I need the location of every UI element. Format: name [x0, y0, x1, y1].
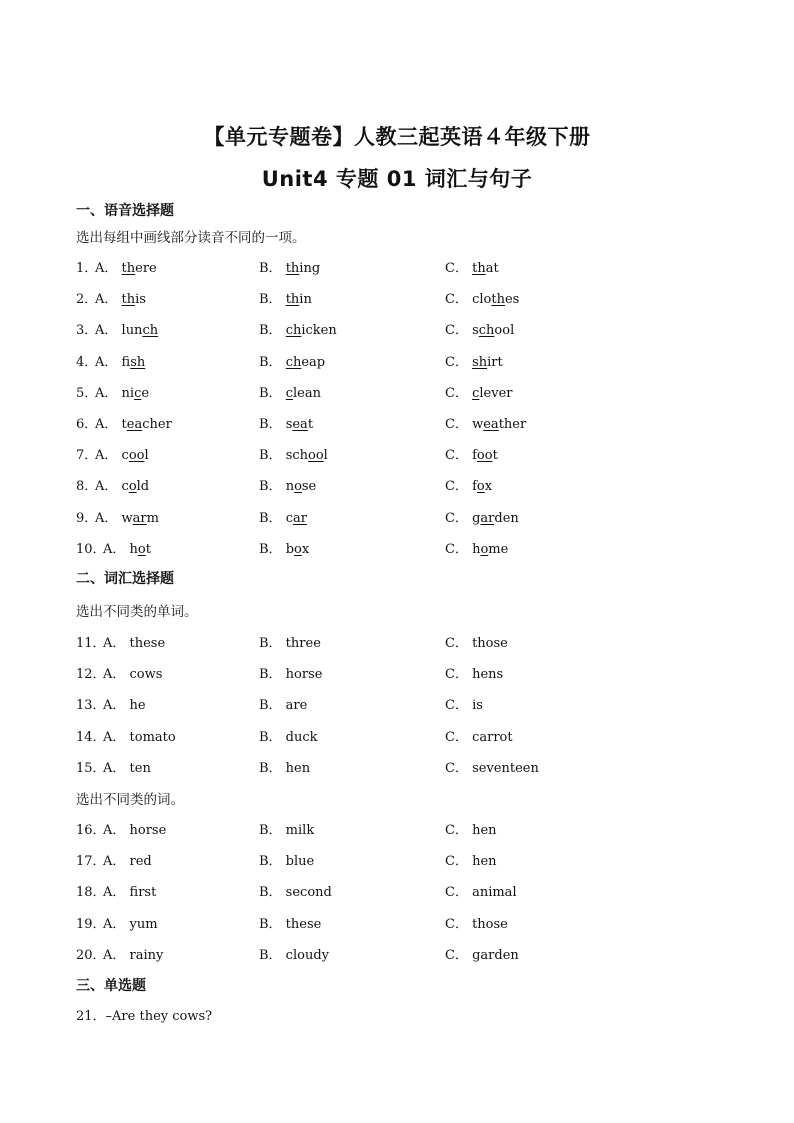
option-word: box — [285, 541, 310, 557]
option-word: that — [472, 261, 499, 276]
option-label: B． — [259, 541, 286, 557]
option-b[interactable]: B． hen — [259, 760, 311, 776]
option-label: B． — [259, 354, 286, 370]
option-c[interactable]: C． garden — [445, 947, 519, 963]
option-a[interactable]: A． horse — [103, 823, 167, 838]
option-word: cheap — [285, 354, 326, 370]
option-a[interactable] — [95, 444, 149, 463]
option-word: school — [472, 323, 515, 339]
underlined-part: ar — [132, 510, 147, 526]
option-a[interactable] — [95, 351, 145, 370]
option-label: C． — [445, 261, 473, 276]
option-b[interactable] — [259, 507, 307, 526]
option-label: B． — [259, 261, 286, 276]
underlined-part: o — [480, 541, 489, 557]
underlined-part: o — [128, 479, 137, 495]
option-word: warm — [121, 510, 159, 526]
option-label: C． — [445, 479, 473, 495]
underlined-part: ea — [483, 417, 499, 432]
option-b[interactable] — [259, 444, 328, 463]
option-label: C． — [445, 417, 473, 432]
option-c[interactable] — [445, 257, 499, 276]
option-c[interactable] — [445, 413, 526, 432]
option-a[interactable]: A． red — [103, 854, 152, 870]
option-c[interactable]: C． those — [445, 636, 508, 651]
option-word: clean — [285, 385, 321, 401]
option-label: A． — [95, 261, 122, 276]
option-label: C． — [445, 448, 473, 464]
underlined-part: oo — [476, 448, 493, 464]
underlined-part: ch — [142, 323, 159, 339]
option-label: B． — [259, 292, 286, 308]
question-row — [76, 538, 736, 558]
underlined-part: sh — [130, 354, 146, 370]
option-word: shirt — [472, 354, 503, 370]
option-a[interactable]: A． yum — [103, 916, 158, 932]
option-b[interactable] — [259, 257, 320, 276]
option-b[interactable]: B． cloudy — [259, 947, 329, 963]
option-word: fish — [121, 354, 146, 370]
section-instruction-vocab-1: 选出不同类的单词。 — [76, 604, 198, 620]
option-word: fox — [472, 479, 493, 495]
option-a[interactable] — [95, 257, 157, 276]
option-label: C． — [445, 510, 473, 526]
option-b[interactable] — [259, 351, 325, 370]
option-b[interactable] — [259, 475, 316, 494]
question-row — [76, 351, 736, 371]
option-label: B． — [259, 385, 286, 401]
option-c[interactable]: C． animal — [445, 885, 517, 901]
option-c[interactable] — [445, 538, 508, 557]
option-a[interactable] — [95, 475, 149, 494]
option-word: seat — [285, 417, 314, 432]
option-word: clothes — [472, 292, 520, 308]
option-word: this — [121, 292, 146, 308]
option-label: A． — [95, 479, 122, 495]
option-label: C． — [445, 323, 473, 339]
option-a[interactable] — [103, 538, 151, 557]
option-label: B． — [259, 479, 286, 495]
option-b[interactable] — [259, 538, 309, 557]
underlined-part: th — [285, 261, 300, 276]
question-row — [76, 850, 736, 870]
option-c[interactable] — [445, 319, 514, 338]
underlined-part: o — [137, 541, 146, 557]
option-word: chicken — [285, 323, 337, 339]
option-c[interactable] — [445, 475, 492, 494]
question-row — [76, 319, 736, 339]
question-number: 17． — [76, 854, 106, 870]
underlined-part: o — [476, 479, 485, 495]
page-title: 【单元专题卷】人教三起英语４年级下册 — [203, 125, 591, 149]
option-b[interactable]: B． milk — [259, 823, 315, 838]
option-c[interactable] — [445, 288, 519, 307]
underlined-part: c — [285, 385, 293, 401]
option-label: C． — [445, 541, 473, 557]
question-number: 14． — [76, 729, 106, 745]
section-heading-single-choice: 三、单选题 — [76, 978, 146, 994]
question-row — [76, 726, 736, 746]
question-row — [76, 288, 736, 308]
option-label: C． — [445, 292, 473, 308]
option-word: cool — [121, 448, 149, 464]
option-b[interactable]: B． these — [259, 916, 322, 932]
section-heading-vocab: 二、词汇选择题 — [76, 571, 174, 587]
option-word: car — [285, 510, 307, 526]
underlined-part: ea — [292, 417, 308, 432]
option-label: A． — [95, 292, 122, 308]
underlined-part: th — [121, 292, 136, 308]
question-number: 20． — [76, 947, 106, 963]
option-word: teacher — [121, 417, 172, 432]
question-number: 5． — [76, 385, 98, 401]
option-c[interactable]: C． is — [445, 698, 483, 714]
question-number: 13． — [76, 698, 106, 714]
option-a[interactable] — [95, 413, 172, 432]
question-number: 3． — [76, 323, 98, 339]
option-label: A． — [95, 417, 122, 432]
question-row — [76, 881, 736, 901]
underlined-part: th — [285, 292, 300, 308]
question-row — [76, 632, 736, 652]
option-a[interactable]: A． rainy — [103, 947, 164, 963]
question-21: 21．–Are they cows? — [76, 1009, 213, 1024]
option-label: B． — [259, 323, 286, 339]
option-b[interactable]: B． second — [259, 885, 332, 901]
option-b[interactable] — [259, 413, 313, 432]
option-a[interactable] — [95, 382, 149, 401]
option-b[interactable]: B． blue — [259, 854, 315, 870]
underlined-part: ar — [480, 510, 495, 526]
question-row — [76, 663, 736, 683]
option-label: B． — [259, 510, 286, 526]
option-b[interactable]: B． horse — [259, 667, 323, 683]
option-a[interactable] — [95, 319, 158, 338]
underlined-part: th — [491, 292, 505, 308]
option-a[interactable]: A． cows — [103, 667, 163, 683]
option-word: lunch — [121, 323, 159, 339]
question-number: 7． — [76, 448, 98, 464]
underlined-part: ch — [285, 354, 302, 370]
option-c[interactable] — [445, 382, 512, 401]
option-label: B． — [259, 448, 286, 464]
option-word: thin — [285, 292, 312, 308]
question-number: 16． — [76, 823, 106, 838]
option-a[interactable]: A． he — [103, 698, 146, 714]
option-word: nice — [121, 385, 150, 401]
section-instruction-phonics: 选出每组中画线部分读音不同的一项。 — [76, 230, 306, 246]
option-label: B． — [259, 417, 286, 432]
question-number: 10． — [76, 541, 106, 557]
option-b[interactable]: B． are — [259, 698, 308, 714]
option-c[interactable]: C． hen — [445, 823, 497, 838]
page-subtitle: Unit4 专题 01 词汇与句子 — [261, 167, 533, 191]
option-c[interactable]: C． hen — [445, 854, 497, 870]
question-number: 8． — [76, 479, 98, 495]
option-label: A． — [95, 354, 122, 370]
option-c[interactable] — [445, 444, 498, 463]
underlined-part: o — [294, 541, 302, 557]
option-label: C． — [445, 385, 473, 401]
option-c[interactable]: C． carrot — [445, 729, 513, 745]
option-word: thing — [285, 261, 321, 276]
option-word: foot — [472, 448, 498, 464]
question-number: 6． — [76, 417, 98, 432]
option-label: C． — [445, 354, 473, 370]
option-b[interactable]: B． three — [259, 636, 321, 651]
question-number: 18． — [76, 885, 106, 901]
option-a[interactable]: A． ten — [103, 760, 151, 776]
underlined-part: th — [472, 261, 486, 276]
option-a[interactable] — [95, 288, 146, 307]
option-label: A． — [95, 385, 122, 401]
option-a[interactable] — [95, 507, 159, 526]
underlined-part: c — [134, 385, 142, 401]
underlined-part: sh — [472, 354, 488, 370]
underlined-part: ch — [478, 323, 495, 339]
option-b[interactable] — [259, 319, 337, 338]
question-row — [76, 913, 736, 933]
question-row — [76, 694, 736, 714]
question-row — [76, 819, 736, 839]
question-number: 1． — [76, 261, 98, 276]
question-row — [76, 757, 736, 777]
question-number: 15． — [76, 760, 106, 776]
question-row — [76, 507, 736, 527]
underlined-part: o — [294, 479, 302, 495]
question-row — [76, 382, 736, 402]
question-row — [76, 413, 736, 433]
option-c[interactable]: C． hens — [445, 667, 504, 683]
option-a[interactable]: A． these — [103, 636, 166, 651]
option-word: weather — [472, 417, 527, 432]
question-number: 12． — [76, 667, 106, 683]
option-word: school — [285, 448, 328, 464]
question-row — [76, 944, 736, 964]
underlined-part: oo — [128, 448, 145, 464]
underlined-part: oo — [308, 448, 324, 464]
option-b[interactable] — [259, 382, 321, 401]
underlined-part: ar — [292, 510, 307, 526]
option-word: home — [472, 541, 509, 557]
option-c[interactable] — [445, 351, 503, 370]
question-number: 4． — [76, 354, 98, 370]
question-number: 9． — [76, 510, 98, 526]
question-row — [76, 475, 736, 495]
option-c[interactable]: C． those — [445, 916, 508, 932]
option-word: garden — [472, 510, 519, 526]
option-b[interactable] — [259, 288, 312, 307]
option-c[interactable] — [445, 507, 519, 526]
section-instruction-vocab-2: 选出不同类的词。 — [76, 792, 184, 808]
question-row — [76, 444, 736, 464]
underlined-part: ch — [285, 323, 302, 339]
option-word: cold — [121, 479, 150, 495]
question-number: 19． — [76, 916, 106, 932]
underlined-part: ea — [126, 417, 143, 432]
option-label: A． — [95, 510, 122, 526]
option-a[interactable]: A． tomato — [103, 729, 176, 745]
question-number: 11． — [76, 636, 106, 651]
option-label: A． — [103, 541, 130, 557]
underlined-part: c — [472, 385, 480, 401]
option-b[interactable]: B． duck — [259, 729, 318, 745]
option-label: A． — [95, 448, 122, 464]
section-heading-phonics: 一、语音选择题 — [76, 203, 174, 219]
option-a[interactable]: A． first — [103, 885, 157, 901]
question-number: 2． — [76, 292, 98, 308]
option-label: A． — [95, 323, 122, 339]
option-word: hot — [129, 541, 151, 557]
option-word: clever — [472, 385, 513, 401]
option-word: there — [121, 261, 157, 276]
question-row — [76, 257, 736, 277]
option-word: nose — [285, 479, 317, 495]
underlined-part: th — [121, 261, 136, 276]
option-c[interactable]: C． seventeen — [445, 760, 539, 776]
